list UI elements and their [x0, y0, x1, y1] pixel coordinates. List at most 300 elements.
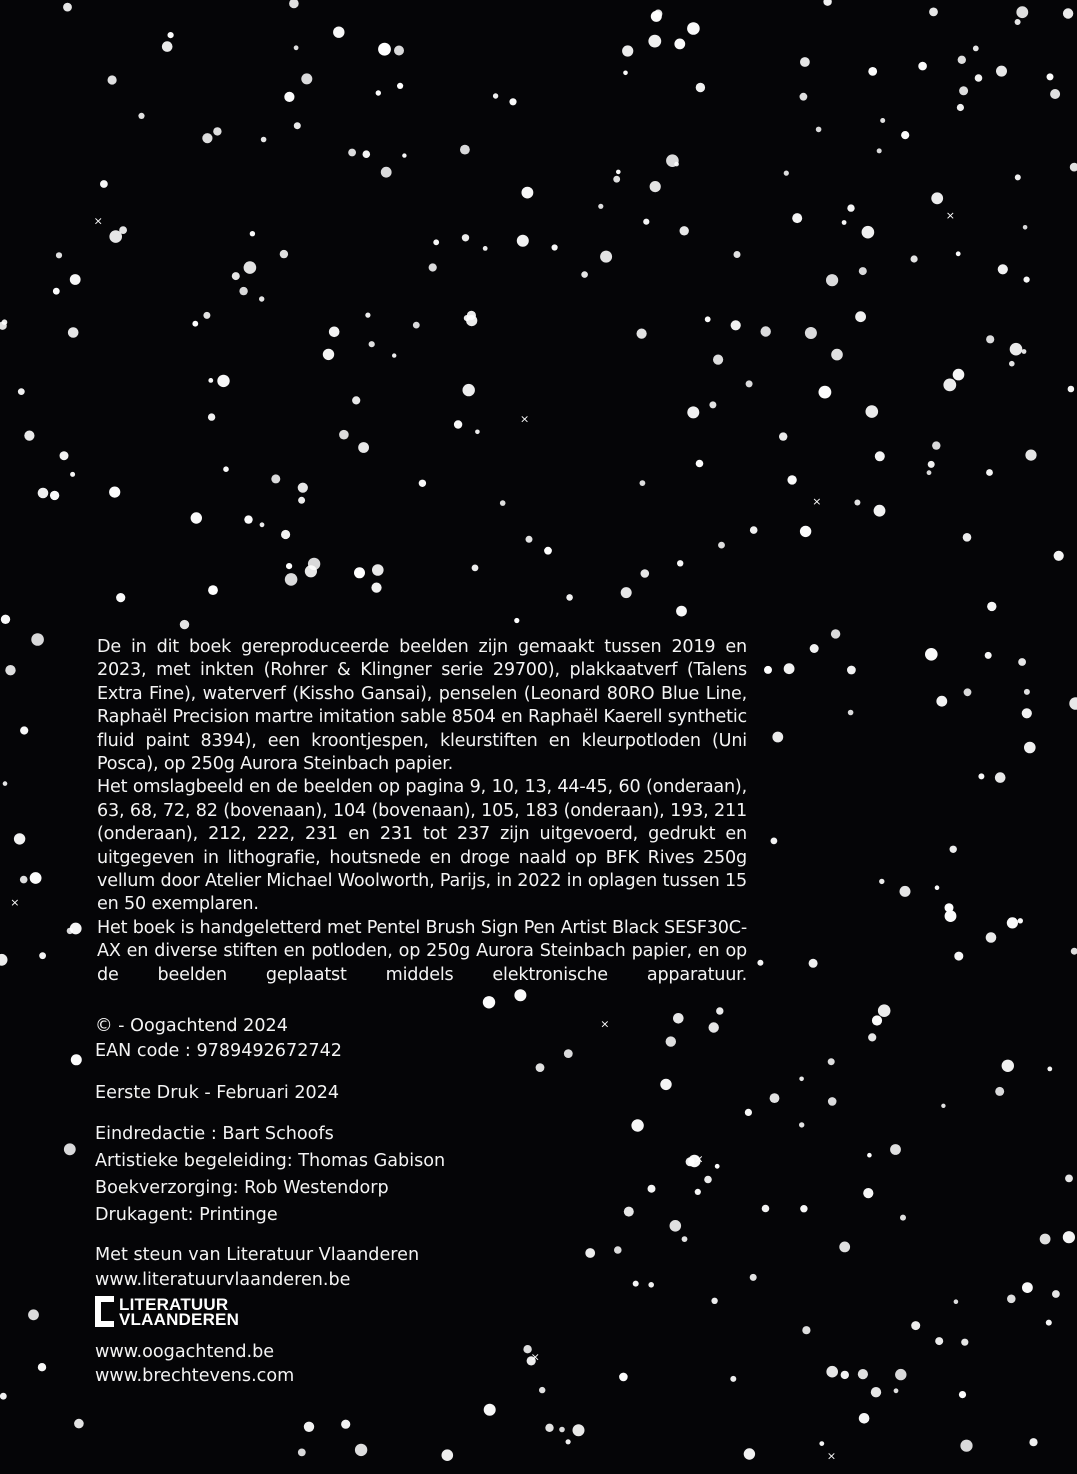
star	[927, 470, 932, 475]
star	[1068, 386, 1075, 393]
materials-paragraph-end: Posca), op 250g Aurora Steinbach papier.	[97, 754, 454, 775]
star	[109, 230, 122, 243]
star	[929, 7, 938, 16]
star	[363, 150, 371, 158]
star	[285, 573, 298, 586]
star	[619, 1373, 628, 1382]
star	[213, 127, 221, 135]
star	[454, 420, 462, 428]
star	[867, 1153, 872, 1158]
star	[959, 1391, 966, 1398]
star	[559, 1427, 565, 1433]
star	[1063, 1231, 1075, 1243]
star	[954, 952, 963, 961]
star	[901, 131, 909, 139]
star	[816, 127, 822, 133]
star	[514, 989, 526, 1001]
star	[162, 41, 173, 52]
cross-star-icon: ×	[812, 495, 822, 509]
star	[566, 1439, 571, 1444]
star	[31, 633, 44, 646]
star	[704, 1176, 712, 1184]
star	[831, 349, 843, 361]
star	[750, 1274, 757, 1281]
star	[648, 1185, 656, 1193]
star	[271, 474, 280, 483]
star	[900, 1215, 906, 1221]
star	[38, 488, 49, 499]
star	[339, 430, 349, 440]
star	[784, 171, 789, 176]
star	[709, 401, 716, 408]
star	[624, 1207, 634, 1217]
star	[928, 461, 935, 468]
star	[352, 396, 360, 404]
star	[341, 1420, 350, 1429]
star	[978, 773, 984, 779]
star	[180, 620, 189, 629]
star	[333, 27, 344, 38]
star	[648, 1282, 654, 1288]
star	[718, 542, 725, 549]
star	[986, 932, 997, 943]
star	[509, 98, 516, 105]
star	[819, 386, 832, 399]
star	[713, 355, 723, 365]
star	[250, 231, 255, 236]
star	[953, 369, 965, 381]
star	[750, 526, 758, 534]
star	[566, 594, 573, 601]
star	[925, 648, 938, 661]
star	[284, 92, 294, 102]
star	[641, 569, 650, 578]
star	[995, 1087, 1004, 1096]
star	[1018, 658, 1026, 666]
star	[355, 1444, 367, 1456]
star	[894, 1388, 899, 1393]
cross-star-icon: ×	[10, 895, 20, 909]
star	[956, 251, 961, 256]
star	[687, 22, 700, 35]
star	[24, 431, 34, 441]
star	[289, 0, 299, 8]
star	[493, 93, 498, 98]
edition-line: Eerste Druk - Februari 2024	[95, 1083, 340, 1103]
star	[323, 349, 334, 360]
credit-book-design: Boekverzorging: Rob Westendorp	[95, 1178, 389, 1198]
star	[460, 145, 470, 155]
star	[854, 500, 860, 506]
star	[1018, 918, 1023, 923]
star	[633, 1281, 639, 1287]
star	[841, 1371, 849, 1379]
star	[757, 960, 763, 966]
star	[203, 312, 210, 319]
ean-code: EAN code : 9789492672742	[95, 1041, 342, 1061]
star	[573, 1424, 585, 1436]
star	[709, 1022, 719, 1032]
star	[879, 879, 884, 884]
star	[5, 665, 15, 675]
star	[730, 1376, 736, 1382]
star	[1024, 742, 1036, 754]
star	[616, 170, 621, 175]
star	[381, 167, 392, 178]
star	[598, 204, 603, 209]
star	[745, 1109, 752, 1116]
star	[746, 380, 753, 387]
support-block	[95, 1243, 419, 1293]
star	[50, 491, 59, 500]
star	[680, 226, 689, 235]
star	[3, 781, 8, 786]
star	[866, 405, 879, 418]
star	[1046, 1320, 1052, 1326]
star	[772, 732, 783, 743]
star	[631, 1119, 643, 1131]
colophon-text	[97, 636, 747, 987]
star	[1015, 19, 1021, 25]
star	[643, 219, 649, 225]
star	[954, 1299, 959, 1304]
star	[941, 1104, 945, 1108]
star	[890, 1144, 901, 1155]
star	[792, 213, 802, 223]
star	[1007, 1295, 1016, 1304]
star	[1065, 1175, 1073, 1183]
star	[60, 451, 69, 460]
star	[442, 1449, 454, 1461]
star	[0, 1393, 7, 1400]
star	[871, 1387, 881, 1397]
star	[1069, 697, 1077, 710]
star	[809, 959, 818, 968]
copyright-line: © - Oogachtend 2024	[95, 1016, 288, 1036]
star	[621, 587, 632, 598]
star	[369, 341, 375, 347]
cross-star-icon: ×	[945, 209, 955, 222]
star	[651, 11, 662, 22]
star	[376, 90, 381, 95]
star	[831, 629, 840, 638]
star	[109, 487, 120, 498]
star	[1010, 343, 1023, 356]
star	[463, 384, 475, 396]
star	[666, 1036, 676, 1046]
star	[484, 1404, 496, 1416]
star	[70, 472, 75, 477]
star	[462, 234, 469, 241]
star	[1, 615, 10, 624]
star	[715, 1164, 720, 1169]
star	[650, 181, 661, 192]
star	[260, 522, 265, 527]
star	[935, 885, 940, 890]
star	[14, 833, 25, 844]
star	[623, 71, 628, 76]
star	[731, 320, 741, 330]
credits-list	[95, 1121, 445, 1229]
star	[802, 1326, 810, 1334]
star	[935, 1337, 943, 1345]
star	[810, 644, 819, 653]
star	[232, 272, 240, 280]
star	[208, 585, 218, 595]
cross-star-icon: ×	[600, 1017, 610, 1031]
star	[1050, 89, 1060, 99]
star	[950, 846, 957, 853]
star	[1022, 349, 1027, 354]
star	[348, 149, 356, 157]
star	[0, 954, 8, 966]
star	[1071, 948, 1077, 955]
star	[63, 3, 72, 12]
star	[38, 1363, 46, 1371]
star	[687, 406, 699, 418]
star	[640, 480, 646, 486]
star	[848, 710, 854, 716]
star	[828, 1097, 837, 1106]
star	[202, 133, 212, 143]
star	[1025, 450, 1036, 461]
star	[868, 67, 877, 76]
star	[1023, 225, 1028, 230]
star	[244, 261, 257, 274]
star	[30, 872, 42, 884]
star	[1040, 1234, 1051, 1245]
star	[705, 316, 711, 322]
support-url: www.literatuurvlaanderen.be	[95, 1270, 351, 1290]
star	[784, 663, 795, 674]
cross-star-icon: ×	[694, 1152, 704, 1166]
cross-star-icon: ×	[530, 1350, 540, 1364]
star	[294, 122, 301, 129]
star	[975, 74, 983, 82]
star	[68, 327, 79, 338]
star	[960, 1440, 972, 1452]
star	[847, 666, 856, 675]
star	[957, 104, 964, 111]
star	[682, 1236, 688, 1242]
materials-paragraph: De in dit boek gereproduceerde beelden zijn gemaakt tussen 2019 en 2023, met inkten (Rohrer & Klingner serie 29700), plakkaatverf (Talens Extra Fine), waterverf (Kissho Gansai), penselen (Leonard 80RO Blue Line, Raphaël Precision martre imitation sable 8504 en Raphaël Kaerell synthetic fluid paint 8394), een kroontjespen, kleurstiften en kleurpotloden (Uni Posca), op 250g Aurora Steinbach papier.	[97, 636, 747, 776]
star	[70, 274, 81, 285]
star	[614, 1246, 622, 1254]
star	[280, 250, 288, 258]
credit-print-agent: Drukagent: Printinge	[95, 1205, 278, 1225]
star	[859, 1413, 870, 1424]
star	[762, 1205, 770, 1213]
star	[1047, 73, 1054, 80]
cross-star-icon: ×	[826, 1449, 837, 1463]
star	[862, 226, 875, 239]
star	[878, 1004, 891, 1017]
star	[1002, 1060, 1014, 1072]
star	[239, 287, 247, 295]
star	[613, 176, 620, 183]
star	[855, 311, 866, 322]
star	[1016, 6, 1028, 18]
star	[294, 45, 299, 50]
star	[674, 162, 679, 167]
star	[734, 251, 741, 258]
star	[826, 274, 838, 286]
star	[770, 1093, 780, 1103]
star	[358, 442, 369, 453]
star	[674, 39, 685, 50]
star	[696, 460, 704, 468]
star	[800, 526, 811, 537]
star	[648, 35, 661, 48]
star	[392, 353, 396, 357]
star	[1070, 163, 1077, 172]
star	[217, 375, 229, 387]
star	[696, 83, 705, 92]
star	[378, 43, 391, 56]
star	[192, 321, 198, 327]
star	[800, 93, 808, 101]
star	[716, 1007, 723, 1014]
star	[761, 326, 771, 336]
star	[945, 903, 954, 912]
star	[308, 558, 320, 570]
star	[28, 1309, 39, 1320]
star	[863, 1188, 873, 1198]
copyright-block	[95, 1014, 342, 1064]
star	[973, 46, 979, 52]
star	[244, 515, 252, 523]
star	[828, 1058, 835, 1065]
star	[986, 469, 993, 476]
star	[872, 1015, 882, 1025]
star	[987, 602, 996, 611]
star	[298, 1449, 306, 1457]
star	[1022, 1282, 1033, 1293]
star	[673, 1013, 684, 1024]
star	[945, 910, 957, 922]
star	[301, 73, 312, 84]
star	[168, 32, 174, 38]
star	[799, 1077, 804, 1082]
star	[711, 1298, 717, 1304]
star	[895, 1369, 906, 1380]
star	[911, 1321, 920, 1330]
star	[963, 533, 972, 542]
star	[964, 688, 972, 696]
star	[259, 296, 264, 301]
star	[1009, 361, 1015, 367]
star	[918, 62, 927, 71]
star	[1024, 689, 1030, 695]
star	[677, 560, 683, 566]
star	[536, 1063, 545, 1072]
star	[433, 239, 439, 245]
star	[805, 327, 817, 339]
star	[413, 322, 420, 329]
star	[545, 1424, 553, 1432]
star	[397, 83, 403, 89]
support-line: Met steun van Literatuur Vlaanderen	[95, 1245, 420, 1265]
star	[779, 432, 787, 440]
star	[329, 327, 340, 338]
star	[1022, 708, 1032, 718]
star	[826, 1366, 838, 1378]
star	[911, 255, 918, 262]
star	[787, 475, 796, 484]
star	[670, 1220, 682, 1232]
star	[877, 148, 882, 153]
star	[475, 430, 480, 435]
star	[819, 1441, 824, 1446]
star	[208, 378, 213, 383]
star	[996, 66, 1007, 77]
star	[875, 451, 885, 461]
star	[943, 379, 956, 392]
star	[100, 180, 108, 188]
star	[622, 45, 633, 56]
star	[71, 1054, 82, 1065]
star	[842, 220, 847, 225]
star	[880, 118, 885, 123]
star	[858, 1369, 868, 1379]
star	[799, 1122, 804, 1127]
star	[483, 996, 495, 1008]
star	[874, 505, 886, 517]
star	[138, 113, 144, 119]
star	[371, 583, 381, 593]
star	[419, 480, 426, 487]
star	[931, 192, 943, 204]
star	[900, 886, 911, 897]
star	[20, 726, 28, 734]
prints-paragraph-end: en 50 exemplaren.	[97, 894, 259, 915]
star	[208, 413, 215, 420]
star	[995, 772, 1006, 783]
star	[585, 1248, 595, 1258]
websites-block	[95, 1340, 294, 1388]
star	[859, 267, 867, 275]
star	[191, 512, 202, 523]
star	[517, 235, 529, 247]
star	[304, 1422, 314, 1432]
star	[1007, 917, 1018, 928]
star	[116, 593, 125, 602]
star	[372, 564, 384, 576]
star	[985, 652, 992, 659]
star	[868, 1033, 876, 1041]
star	[298, 483, 308, 493]
website-oogachtend: www.oogachtend.be	[95, 1342, 275, 1362]
star	[660, 1079, 671, 1090]
star	[261, 137, 267, 143]
star	[1052, 1290, 1060, 1298]
star	[281, 530, 290, 539]
star	[298, 497, 305, 504]
star	[56, 252, 62, 258]
star	[20, 876, 28, 884]
star	[1063, 8, 1073, 18]
cross-star-icon: ×	[93, 214, 103, 228]
credit-editor: Eindredactie : Bart Schoofs	[95, 1124, 334, 1144]
star	[800, 57, 810, 67]
star	[70, 923, 82, 935]
star	[223, 466, 229, 472]
star	[1015, 174, 1021, 180]
star	[771, 838, 778, 845]
credit-artistic-guidance: Artistieke begeleiding: Thomas Gabison	[95, 1151, 446, 1171]
star	[429, 263, 437, 271]
star	[539, 1387, 545, 1393]
